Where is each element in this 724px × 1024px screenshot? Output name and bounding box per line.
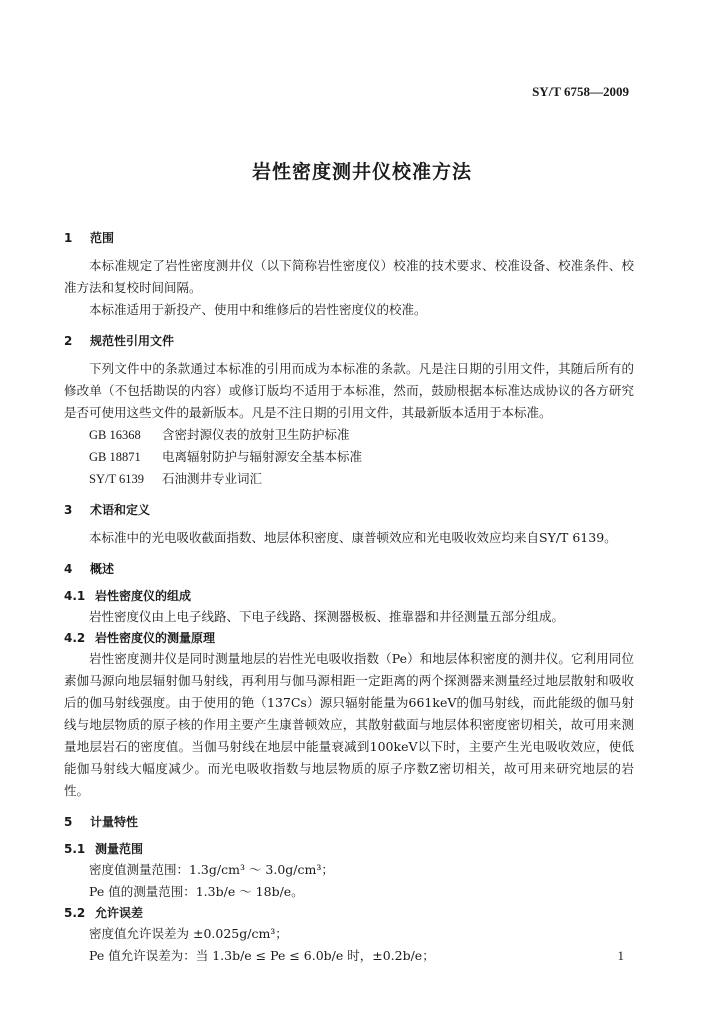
section-heading-2: 2 规范性引用文件 [64,334,175,348]
subsection-heading-5-1: 5.1 测量范围 [64,842,144,856]
section-heading-5: 5 计量特性 [64,815,139,829]
subsection-heading-5-2: 5.2 允许误差 [64,906,144,920]
paragraph: 岩性密度仪由上电子线路、下电子线路、探测器极板、推靠器和井径测量五部分组成。 [89,609,565,624]
section-heading-3: 3 术语和定义 [64,503,151,517]
spec-line: Pe 值的测量范围：1.3b/e ～ 18b/e。 [89,884,304,899]
paragraph: 岩性密度测井仪是同时测量地层的岩性光电吸收指数（Pe）和地层体积密度的测井仪。它利用同位素伽马源向地层辐射伽马射线，再利用与伽马源相距一定距离的两个探测器来测量经过地层散射和吸收后的伽马射线强度。由于使用的铯（137Cs）源只辐射能量为661keV的伽马射线，而此能级的伽马射线与地层物质的原子核的作用主要产生康普顿效应，其散射截面与地层体积密度密切相关，故可用来测量地层岩石的密度值。当伽马射线在地层中能量衰减到100keV以下时，主要产生光电吸收效应，使低能伽马射线大幅度减少。而光电吸收指数与地层物质的原子序数Z密切相关，故可用来研究地层的岩性。 [64,651,634,798]
spec-line: 密度值测量范围：1.3g/cm³ ～ 3.0g/cm³； [89,862,334,877]
paragraph: 本标准中的光电吸收截面指数、地层体积密度、康普顿效应和光电吸收效应均来自SY/T 6139。 [89,530,617,545]
document-title: 岩性密度测井仪校准方法 [251,161,472,183]
spec-line: Pe 值允许误差为：当 1.3b/e ≤ Pe ≤ 6.0b/e 时，±0.2b/e； [89,948,435,963]
section-heading-4: 4 概述 [64,562,115,576]
standard-code: SY/T 6758—2009 [532,84,629,99]
subsection-heading-4-1: 4.1 岩性密度仪的组成 [64,589,192,603]
section-heading-1: 1 范围 [64,231,115,245]
reference-item: GB 16368 含密封源仪表的放射卫生防护标准 [89,427,350,442]
document-body [64,228,634,967]
page-number: 1 [617,948,624,963]
paragraph: 本标准适用于新投产、使用中和维修后的岩性密度仪的校准。 [89,302,427,317]
paragraph: 本标准规定了岩性密度测井仪（以下简称岩性密度仪）校准的技术要求、校准设备、校准条件、校准方法和复校时间间隔。 [64,258,634,295]
spec-line: 密度值允许误差为 ±0.025g/cm³； [89,926,288,941]
reference-item: GB 18871 电离辐射防护与辐射源安全基本标准 [89,449,363,464]
paragraph: 下列文件中的条款通过本标准的引用而成为本标准的条款。凡是注日期的引用文件，其随后所有的修改单（不包括勘误的内容）或修订版均不适用于本标准，然而，鼓励根据本标准达成协议的各方研究是否可使用这些文件的最新版本。凡是不注日期的引用文件，其最新版本适用于本标准。 [64,361,634,420]
reference-item: SY/T 6139 石油测井专业词汇 [89,471,263,486]
subsection-heading-4-2: 4.2 岩性密度仪的测量原理 [64,631,216,645]
